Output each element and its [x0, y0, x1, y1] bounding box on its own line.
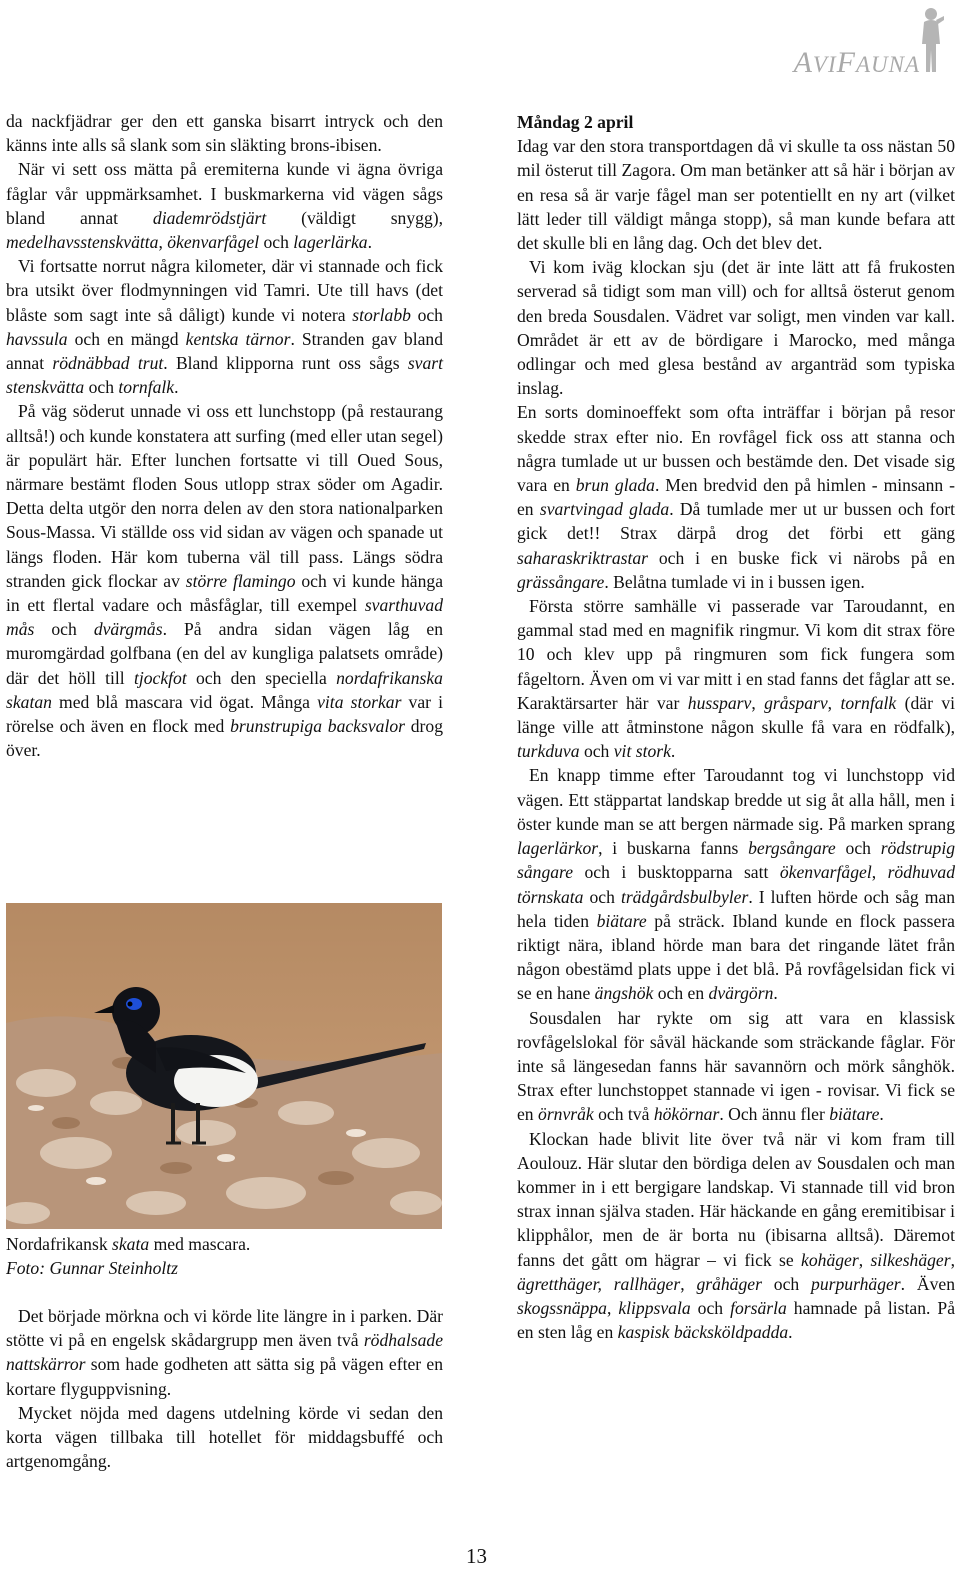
avifauna-logo — [764, 2, 954, 80]
paragraph: En knapp timme efter Taroudannt tog vi lunchstopp vid vägen. Ett stäppartat landskap bredde ut sig åt alla håll, men i öster kunde man se att bergen närmade sig. På marken sprang lagerlärkor, i buskarna fanns bergsångare och rödstrupig sångare och i busktopparna satt ökenvarfågel, rödhuvad törnskata och trädgårdsbulbyler. I luften hörde och såg man hela tiden biätare på sträck. Ibland kunde en flock passera riktigt nära, ibland hörde man bara det ringande lätet från någon obestämd plats uppe i det blå. På rovfågelsidan fick vi se en hane ängshök och en dvärgörn. — [517, 765, 956, 1004]
species-name: kentska tärnor — [185, 328, 291, 349]
photo-caption — [6, 1232, 443, 1280]
photo-credit: Foto: Gunnar Steinholtz — [6, 1258, 179, 1278]
logo-text: AVIFAUNA — [793, 46, 920, 79]
species-name: kaspisk bäcksköldpadda — [617, 1322, 789, 1343]
species-name: diademrödstjärt — [152, 207, 267, 228]
species-name: lagerlärkor — [517, 838, 599, 859]
species-name: gråhäger — [696, 1273, 762, 1294]
species-name: dvärgmås — [93, 619, 163, 640]
species-name: havssula — [6, 328, 68, 349]
paragraph: Det började mörkna och vi körde lite längre in i parken. Där stötte vi på en engelsk skådargrupp men även två rödhalsade nattskärror som hade godheten att sätta sig på vägen efter en kortare flyguppvisning. — [6, 1306, 443, 1399]
species-name: svart stenskvätta — [6, 353, 444, 398]
left-column-bottom — [6, 1304, 443, 1473]
magpie-photo-illustration — [6, 903, 442, 1229]
species-name: brun glada — [575, 475, 655, 496]
species-name: biätare — [596, 910, 647, 931]
species-name: ägretthäger, rallhäger — [517, 1273, 681, 1294]
species-name: silkeshäger — [870, 1249, 951, 1270]
species-name: saharaskriktrastar — [517, 547, 648, 568]
species-name: skogssnäppa — [517, 1297, 607, 1318]
paragraph: da nackfjädrar ger den ett ganska bisarrt intryck och den känns inte alls så slank som sin släkting brons-ibisen. — [6, 111, 443, 156]
species-name: rödnäbbad trut — [52, 353, 164, 374]
right-column — [517, 110, 955, 1344]
magpie-photo — [6, 903, 442, 1229]
paragraph: När vi sett oss mätta på eremiterna kunde vi ägna övriga fåglar vår uppmärksamhet. I buskmarkerna vid vägen sågs bland annat diademrödstjärt (väldigt snygg), medelhavsstenskvätta, ökenvarfågel och lagerlärka. — [6, 159, 443, 253]
species-name: örnvråk — [538, 1104, 594, 1125]
species-name: rödhalsade nattskärror — [6, 1330, 443, 1375]
birdwatcher-icon — [916, 6, 946, 74]
species-name: ökenvarfågel — [779, 862, 872, 883]
paragraph: Första större samhälle vi passerade var Taroudannt, en gammal stad med en magnifik ringmur. Vi kom dit strax före 10 och klev upp på ringmuren som fick fungera som fågeltorn. Även om vi var mitt i en stad fanns det fåglar att se. Karaktärsarter här var hussparv, gråsparv, tornfalk (där vi länge ville att åtminstone någon skulle få vara en rödfalk), turkduva och vit stork. — [517, 596, 956, 762]
species-name: vita storkar — [317, 691, 402, 712]
species-name: rödstrupig sångare — [517, 838, 956, 883]
paragraph: Klockan hade blivit lite över två när vi kom fram till Aoulouz. Här slutar den bördiga delen av Sousdalen och man kommer in i ett bergigare landskap. Vi stannade till vid bron strax innan själva staden. Här häckande en gång eremitibisar i klipphålor, men de är borta nu (ibisarna alltså). Däremot fanns det gått om hägrar – vi fick se kohäger, silkeshäger, ägretthäger, rallhäger, gråhäger och purpurhäger. Även skogssnäppa, klippsvala och forsärla hamnade på listan. På en sten låg en kaspisk bäcksköldpadda. — [517, 1128, 956, 1343]
species-name: purpurhäger — [811, 1273, 901, 1294]
species-name: bergsångare — [748, 838, 836, 859]
species-name: nordafrikanska skatan — [6, 667, 443, 712]
caption-text: Nordafrikansk skata med mascara. — [6, 1234, 251, 1254]
species-name: ökenvarfågel — [167, 232, 260, 253]
day-heading: Måndag 2 april — [517, 112, 634, 132]
left-column — [6, 109, 443, 762]
species-name: tjockfot — [133, 667, 187, 688]
species-name: gråsparv — [764, 692, 828, 713]
species-name: hussparv — [687, 692, 752, 713]
species-name: biätare — [829, 1104, 880, 1125]
species-name: medelhavsstenskvätta — [6, 232, 159, 253]
species-name: lagerlärka — [293, 232, 368, 253]
paragraph: Idag var den stora transportdagen då vi skulle ta oss nästan 50 mil österut till Zagora. Om man betänker att så här i början av en resa så är varje fågel man ser potentiellt en ny art (vilket lätt leder till väldigt många stopp), så man kunde befara att det skulle bli en lång dag. Och det blev det. — [517, 136, 955, 254]
page-number: 13 — [466, 1544, 487, 1568]
paragraph: På väg söderut unnade vi oss ett lunchstopp (på restaurang alltså!) och kunde konstatera att surfing (med eller utan segel) är populärt här. Efter lunchen fortsatte vi till Oued Sous, närmare bestämt floden Sous utlopp strax söder om Agadir. Detta delta utgör den norra delen av den stora nationalparken Sous-Massa. Vi ställde oss vid sidan av vägen och spanade ut längs floden. Här kom tuberna väl till pass. Längs södra stranden gick flockar av större flamingo och vi kunde hänga in ett flertal vadare och måsfåglar, till exempel svarthuvad mås och dvärgmås. På andra sidan vägen låg en muromgärdad golfbana (en del av kungliga palatsets område) där det höll till tjockfot och den speciella nordafrikanska skatan med blå mascara vid ögat. Många vita storkar var i rörelse och även en flock med brunstrupiga backsvalor drog över. — [6, 401, 444, 761]
species-name: hökörnar — [653, 1104, 720, 1125]
species-name: vit stork — [613, 741, 671, 762]
species-name: svarthuvad mås — [6, 595, 443, 640]
species-name: klippsvala — [618, 1297, 691, 1318]
paragraph: Vi kom iväg klockan sju (det är inte lätt att få frukosten serverad så tidigt som man vill) och for alltså österut genom den breda Sousdalen. Vädret var soligt, men vinden var kall. Området är ett av de bördigare i Marocko, med många odlingar och med glesa bestånd av arganträd som typiska inslag. — [517, 257, 955, 399]
species-name: större flamingo — [185, 570, 296, 591]
species-name: turkduva — [517, 741, 580, 762]
species-name: trädgårdsbulbyler — [620, 886, 749, 907]
species-name: forsärla — [730, 1297, 787, 1318]
paragraph: En sorts dominoeffekt som ofta inträffar i början på resor skedde strax efter nio. En rovfågel fick oss att stanna och några tumlade ut ur bussen och bestämde den. Det visade sig vara en brun glada. Men bredvid den på himlen - minsann - en svartvingad glada. Då tumlade mer ut ur bussen och fort gick det!! Strax därpå drog det förbi ett gäng saharaskriktrastar och i en buske fick vi närobs på en grässångare. Belåtna tumlade vi in i bussen igen. — [517, 402, 955, 592]
species-name: grässångare — [517, 571, 605, 592]
species-name: rödhuvad törnskata — [517, 862, 955, 907]
species-name: ängshök — [594, 983, 654, 1004]
species-name: storlabb — [352, 304, 411, 325]
paragraph: Vi fortsatte norrut några kilometer, där vi stannade och fick bra utsikt över flodmynningen vid Tamri. Ute till havs (det blåste som sagt inte så dåligt) kunde vi notera storlabb och havssula och en mängd kentska tärnor. Stranden gav bland annat rödnäbbad trut. Bland klipporna runt oss sågs svart stenskvätta och tornfalk. — [6, 256, 444, 398]
species-name: svartvingad glada — [539, 499, 670, 520]
paragraph: Sousdalen har rykte om sig att vara en klassisk rovfågelslokal för såväl häckande som sträckande fåglar. För inte så längesedan fanns här savannörn och mörk sånghök. Strax efter lunchstoppet stannade vi igen - rovisar. Vi fick se en örnvråk och två hökörnar. Och ännu fler biätare. — [517, 1007, 955, 1125]
species-name: tornfalk — [118, 377, 175, 398]
paragraph: Mycket nöjda med dagens utdelning körde vi sedan den korta vägen tillbaka till hotellet för middagsbuffé och artgenomgång. — [6, 1402, 443, 1472]
species-name: dvärgörn — [708, 983, 774, 1004]
species-name: brunstrupiga backsvalor — [230, 716, 405, 737]
species-name: kohäger — [801, 1249, 859, 1270]
species-name: tornfalk — [840, 692, 897, 713]
species-name: skata — [112, 1234, 150, 1254]
